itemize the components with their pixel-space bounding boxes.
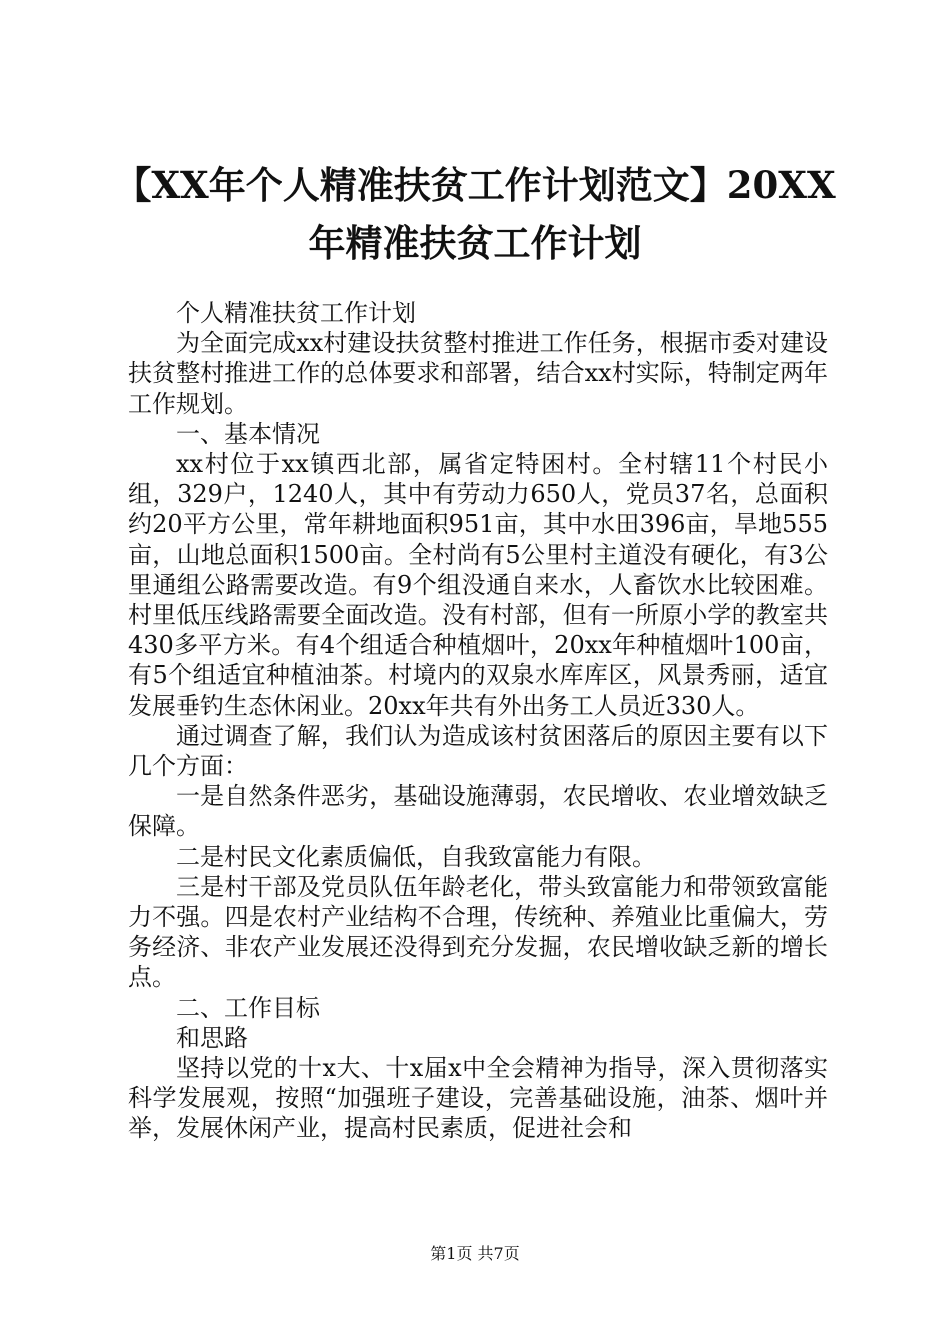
document-body <box>128 298 828 1144</box>
paragraph: 为全面完成xx村建设扶贫整村推进工作任务，根据市委对建设扶贫整村推进工作的总体要求和部署，结合xx村实际，特制定两年工作规划。 <box>128 329 828 418</box>
paragraph: 通过调查了解，我们认为造成该村贫困落后的原因主要有以下几个方面： <box>128 721 828 781</box>
section-heading: 一、基本情况 <box>176 419 320 448</box>
paragraph: 个人精准扶贫工作计划 <box>176 299 416 327</box>
paragraph: 三是村干部及党员队伍年龄老化，带头致富能力和带领致富能力不强。四是农村产业结构不合理，传统种、养殖业比重偏大，劳务经济、非农产业发展还没得到充分发掘，农民增收缺乏新的增长点。 <box>128 872 828 992</box>
paragraph: 和思路 <box>176 1023 248 1052</box>
paragraph: 一是自然条件恶劣，基础设施薄弱，农民增收、农业增效缺乏保障。 <box>128 782 828 841</box>
page-footer: 第1页 共7页 <box>430 1244 520 1263</box>
paragraph: 坚持以党的十x大、十x届x中全会精神为指导，深入贯彻落实科学发展观，按照“加强班子建设，完善基础设施，油茶、烟叶并举，发展休闲产业，提高村民素质，促进社会和 <box>128 1054 828 1143</box>
paragraph: 二是村民文化素质偏低，自我致富能力有限。 <box>176 842 656 871</box>
section-heading: 二、工作目标 <box>176 993 320 1022</box>
document-title: 【XX年个人精准扶贫工作计划范文】20XX年精准扶贫工作计划 <box>114 163 836 265</box>
paragraph: xx村位于xx镇西北部，属省定特困村。全村辖11个村民小组，329户，1240人，其中有劳动力650人，党员37名，总面积约20平方公里，常年耕地面积951亩，其中水田396亩，旱地555亩，山地总面积1500亩。全村尚有5公里村主道没有硬化，有3公里通组公路需要改造。有9个组没通自来水，人畜饮水比较困难。村里低压线路需要全面改造。没有村部，但有一所原小学的教室共430多平方米。有4个组适合种植烟叶，20xx年种植烟叶100亩，有5个组适宜种植油茶。村境内的双泉水库库区，风景秀丽，适宜发展垂钓生态休闲业。20xx年共有外出务工人员近330人。 <box>128 450 828 720</box>
